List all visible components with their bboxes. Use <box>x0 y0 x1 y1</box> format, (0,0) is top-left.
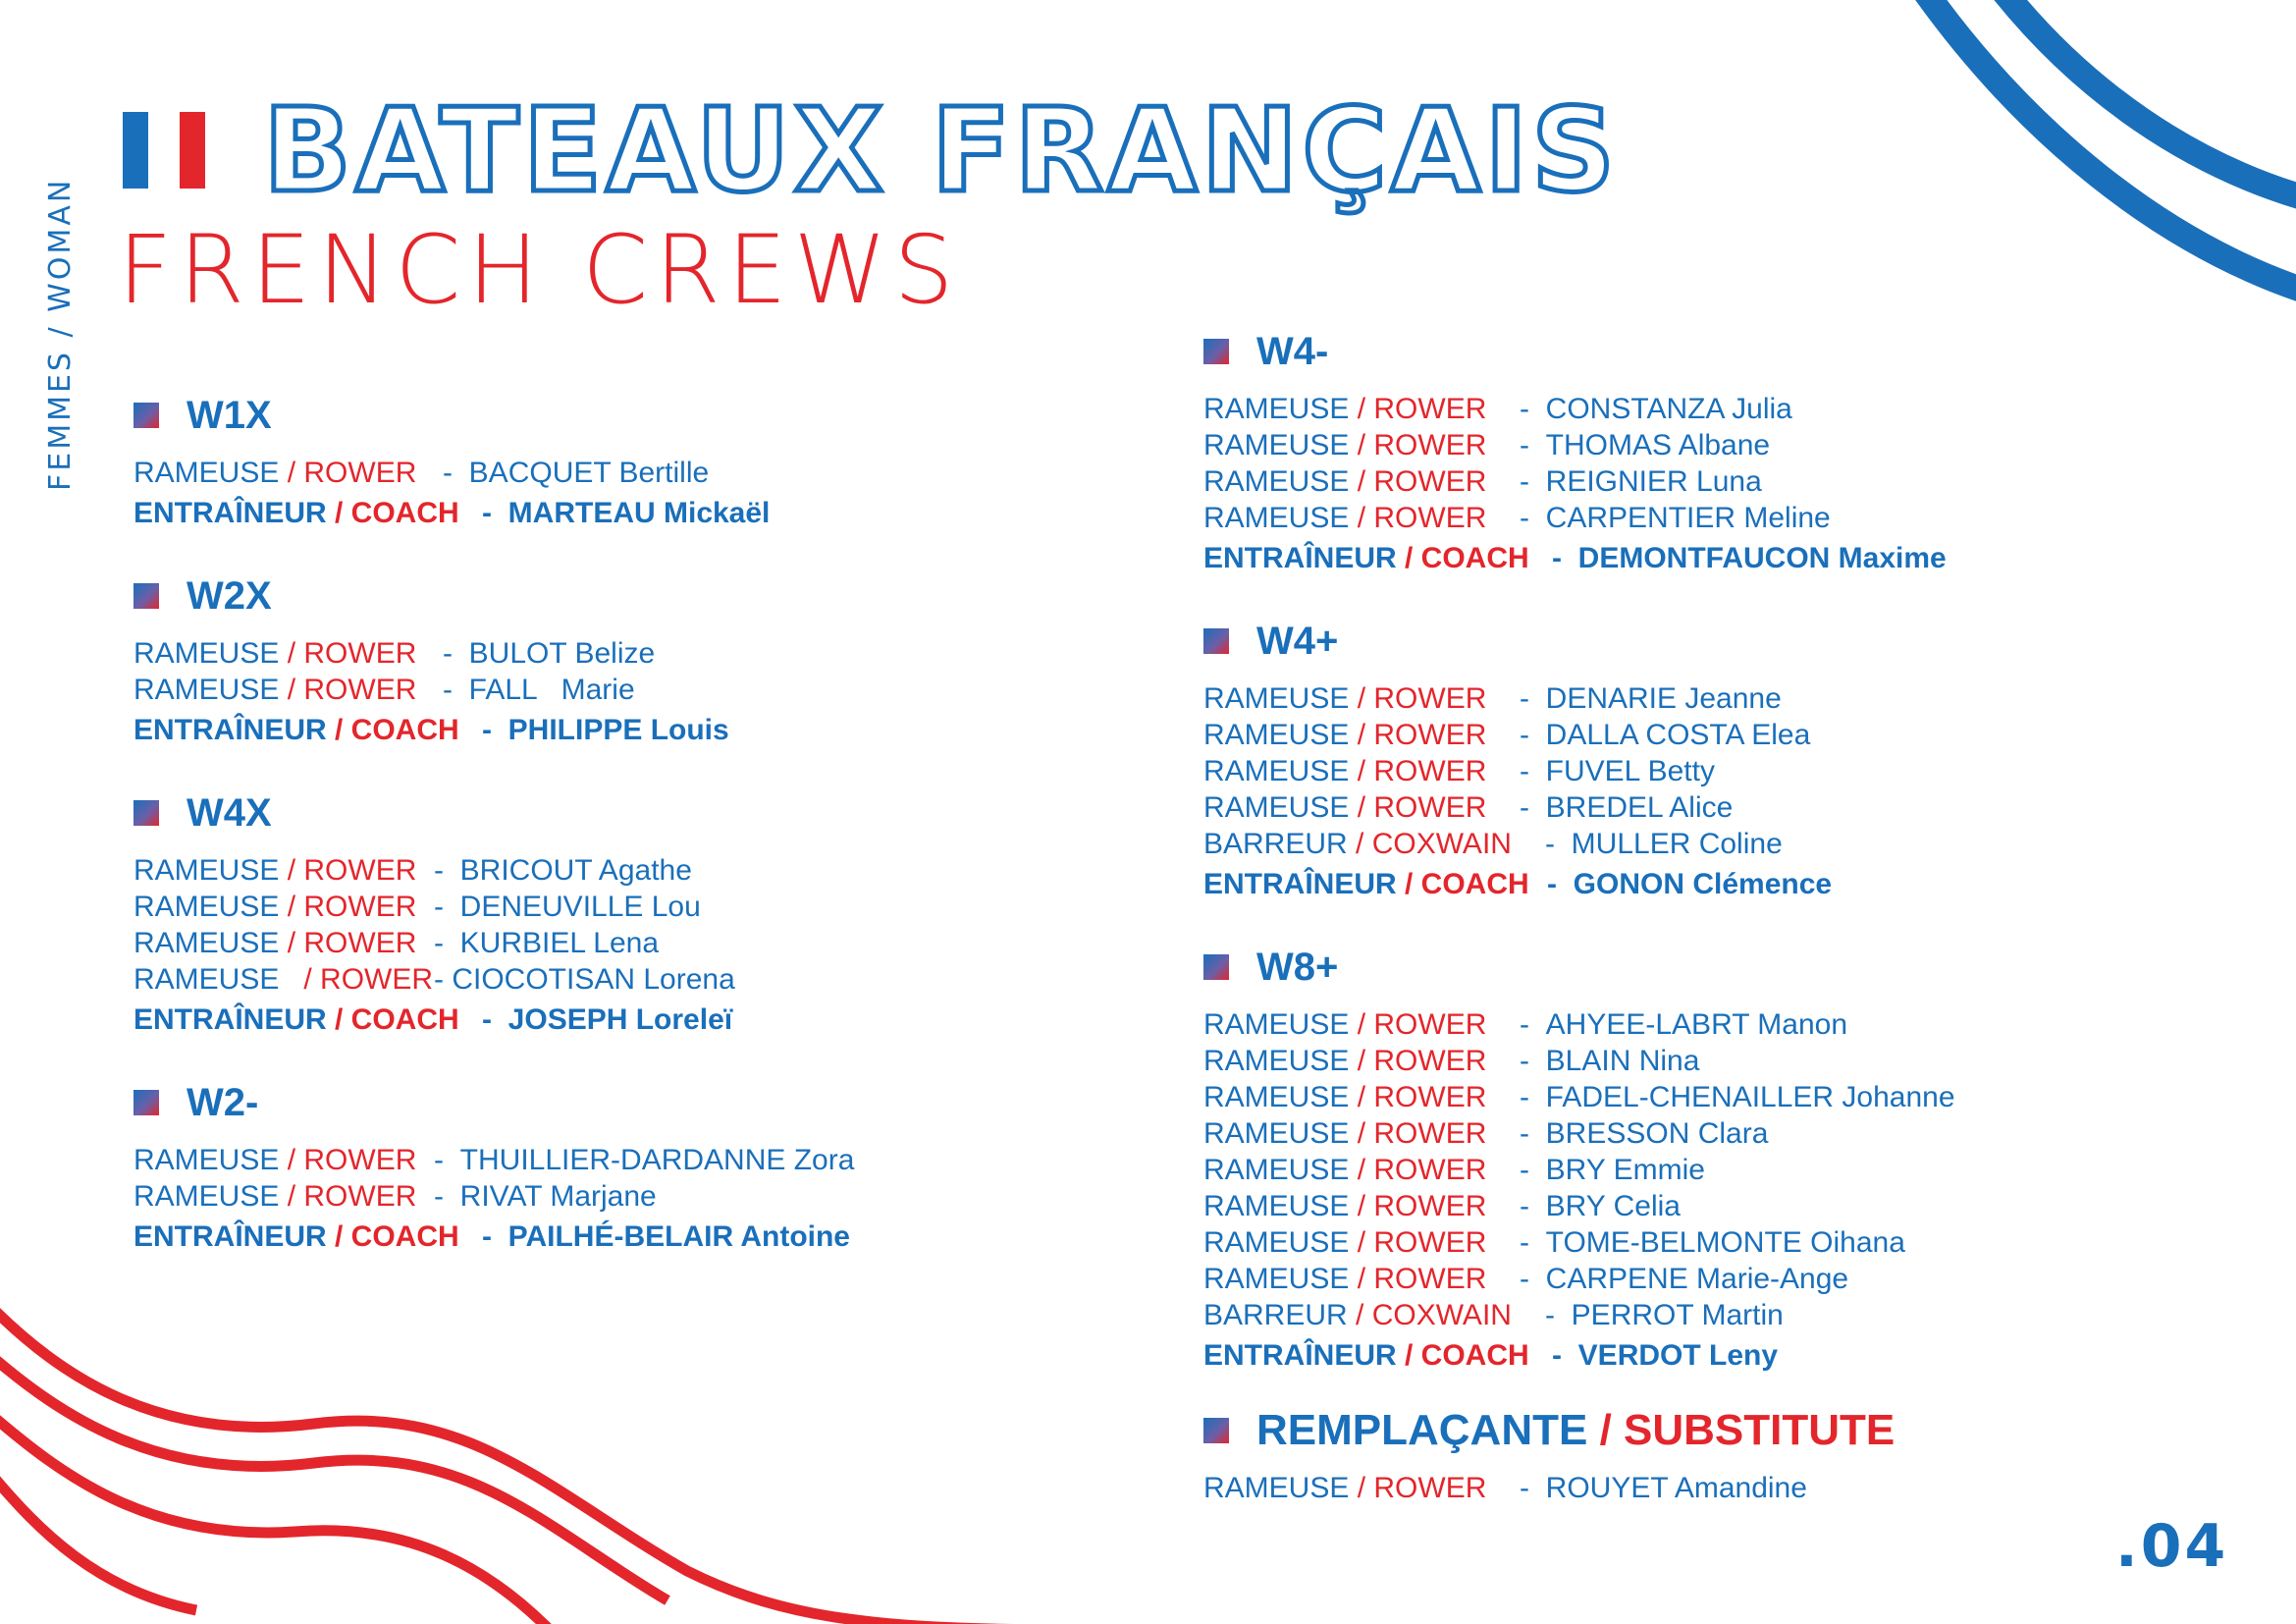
member-name: DALLA COSTA Elea <box>1545 719 1811 751</box>
member-row: RAMEUSE / ROWER - KURBIEL Lena <box>133 927 660 959</box>
coach-row: ENTRAÎNEUR / COACH - PHILIPPE Louis <box>133 714 729 746</box>
member-name: BREDEL Alice <box>1545 791 1734 824</box>
crew-name: W2X <box>187 574 272 618</box>
member-row: RAMEUSE / ROWER - BRICOUT Agathe <box>133 854 692 887</box>
member-row: RAMEUSE / ROWER - BRY Celia <box>1203 1190 1681 1222</box>
member-row: RAMEUSE / ROWER - DALLA COSTA Elea <box>1203 719 1811 751</box>
cox-row: BARREUR / COXWAIN - PERROT Martin <box>1203 1299 1784 1331</box>
crew-name: W1X <box>187 394 272 437</box>
member-name: DENEUVILLE Lou <box>459 891 701 923</box>
coach-row: ENTRAÎNEUR / COACH - MARTEAU Mickaël <box>133 497 771 529</box>
member-name: BRESSON Clara <box>1545 1117 1769 1150</box>
member-name: BRICOUT Agathe <box>459 854 692 887</box>
member-row: RAMEUSE / ROWER - BRESSON Clara <box>1203 1117 1769 1150</box>
cox-name: MULLER Coline <box>1571 828 1783 860</box>
crew-name: W2- <box>187 1081 259 1124</box>
coach-name: MARTEAU Mickaël <box>507 497 771 529</box>
coach-name: DEMONTFAUCON Maxime <box>1577 542 1947 574</box>
member-row: RAMEUSE / ROWER - FUVEL Betty <box>1203 755 1715 787</box>
member-name: RIVAT Marjane <box>459 1180 657 1213</box>
crew-w2x <box>133 568 854 748</box>
member-name: TOME-BELMONTE Oihana <box>1545 1226 1905 1259</box>
blue-wave-outer <box>1924 0 2296 295</box>
coach-row: ENTRAÎNEUR / COACH - GONON Clémence <box>1203 868 1833 900</box>
member-name: BULOT Belize <box>468 637 656 670</box>
red-wave-4 <box>0 1473 196 1610</box>
crew-w8+ <box>1203 940 1955 1374</box>
member-name: BRY Emmie <box>1545 1154 1705 1186</box>
coach-name: GONON Clémence <box>1573 868 1833 900</box>
red-wave-3 <box>0 1414 550 1624</box>
coach-row: ENTRAÎNEUR / COACH - PAILHÉ-BELAIR Antoine <box>133 1220 850 1253</box>
bullet-square-icon <box>133 403 159 428</box>
side-label: FEMMES / WOMAN <box>43 177 78 491</box>
member-name: THOMAS Albane <box>1545 429 1771 461</box>
bullet-square-icon <box>1203 339 1229 364</box>
coach-row: ENTRAÎNEUR / COACH - JOSEPH Loreleï <box>133 1003 733 1036</box>
crew-name: W4+ <box>1256 620 1339 663</box>
cox-name: PERROT Martin <box>1571 1299 1784 1331</box>
member-row: RAMEUSE / ROWER - REIGNIER Luna <box>1203 465 1762 498</box>
member-name: BLAIN Nina <box>1545 1045 1700 1077</box>
member-row: RAMEUSE / ROWER - BLAIN Nina <box>1203 1045 1700 1077</box>
bullet-square-icon <box>133 583 159 609</box>
left-column <box>133 388 854 1255</box>
crew-name: W4- <box>1256 330 1329 373</box>
crew-w4+ <box>1203 614 1955 902</box>
red-wave-1 <box>0 1306 1080 1624</box>
page-subtitle: FRENCH CREWS <box>118 215 961 325</box>
page-number: .04 <box>2115 1512 2229 1581</box>
member-row: RAMEUSE / ROWER - THUILLIER-DARDANNE Zora <box>133 1144 855 1176</box>
member-name: CONSTANZA Julia <box>1545 393 1792 425</box>
member-row: RAMEUSE / ROWER - DENARIE Jeanne <box>1203 682 1782 715</box>
member-row: RAMEUSE / ROWER - RIVAT Marjane <box>133 1180 657 1213</box>
bullet-square-icon <box>133 800 159 826</box>
member-row: RAMEUSE / ROWER - AHYEE-LABRT Manon <box>1203 1008 1848 1041</box>
member-row: RAMEUSE / ROWER - ROUYET Amandine <box>1203 1472 1807 1504</box>
coach-row: ENTRAÎNEUR / COACH - DEMONTFAUCON Maxime <box>1203 542 1947 574</box>
substitute-title: REMPLAÇANTE / SUBSTITUTE <box>1256 1406 1896 1454</box>
blue-wave-inner <box>2002 0 2296 201</box>
member-row: RAMEUSE / ROWER - THOMAS Albane <box>1203 429 1771 461</box>
bullet-square-icon <box>1203 1418 1229 1443</box>
member-name: THUILLIER-DARDANNE Zora <box>459 1144 855 1176</box>
coach-name: PAILHÉ-BELAIR Antoine <box>507 1220 850 1253</box>
coach-row: ENTRAÎNEUR / COACH - VERDOT Leny <box>1203 1339 1779 1372</box>
member-row: RAMEUSE / ROWER - BRY Emmie <box>1203 1154 1705 1186</box>
member-name: KURBIEL Lena <box>459 927 660 959</box>
bullet-square-icon <box>1203 628 1229 654</box>
member-name: FUVEL Betty <box>1545 755 1715 787</box>
member-row: RAMEUSE / ROWER - FALL Marie <box>133 674 635 706</box>
member-row: RAMEUSE / ROWER - CIOCOTISAN Lorena <box>133 963 735 996</box>
member-name: CARPENTIER Meline <box>1545 502 1831 534</box>
member-row: RAMEUSE / ROWER - BULOT Belize <box>133 637 656 670</box>
bullet-square-icon <box>1203 954 1229 980</box>
member-name: CARPENE Marie-Ange <box>1545 1263 1849 1295</box>
member-name: DENARIE Jeanne <box>1545 682 1782 715</box>
member-row: RAMEUSE / ROWER - BACQUET Bertille <box>133 457 710 489</box>
crew-name: W4X <box>187 791 272 835</box>
member-name: BRY Celia <box>1545 1190 1681 1222</box>
page-title: BATEAUX FRANÇAIS <box>263 82 1620 218</box>
member-name: ROUYET Amandine <box>1545 1472 1807 1504</box>
cox-row: BARREUR / COXWAIN - MULLER Coline <box>1203 828 1783 860</box>
member-name: FALL Marie <box>468 674 635 706</box>
member-row: RAMEUSE / ROWER - BREDEL Alice <box>1203 791 1734 824</box>
french-flag-icon <box>123 112 205 189</box>
crew-w2- <box>133 1075 854 1255</box>
crew-w4x <box>133 785 854 1038</box>
red-wave-2 <box>0 1355 667 1600</box>
member-row: RAMEUSE / ROWER - DENEUVILLE Lou <box>133 891 701 923</box>
member-row: RAMEUSE / ROWER - FADEL-CHENAILLER Johanne <box>1203 1081 1955 1113</box>
coach-name: JOSEPH Loreleï <box>507 1003 733 1036</box>
member-name: AHYEE-LABRT Manon <box>1545 1008 1848 1041</box>
bullet-square-icon <box>133 1090 159 1115</box>
member-row: RAMEUSE / ROWER - CARPENTIER Meline <box>1203 502 1831 534</box>
right-column <box>1203 324 1955 1506</box>
member-row: RAMEUSE / ROWER - CARPENE Marie-Ange <box>1203 1263 1849 1295</box>
member-name: REIGNIER Luna <box>1545 465 1762 498</box>
member-name: BACQUET Bertille <box>468 457 710 489</box>
member-row: RAMEUSE / ROWER - TOME-BELMONTE Oihana <box>1203 1226 1905 1259</box>
crew-w4- <box>1203 324 1955 576</box>
member-name: CIOCOTISAN Lorena <box>452 963 735 996</box>
member-row: RAMEUSE / ROWER - CONSTANZA Julia <box>1203 393 1792 425</box>
crew-w1x <box>133 388 854 531</box>
crew-name: W8+ <box>1256 946 1339 989</box>
coach-name: PHILIPPE Louis <box>507 714 729 746</box>
member-name: FADEL-CHENAILLER Johanne <box>1545 1081 1955 1113</box>
coach-name: VERDOT Leny <box>1577 1339 1779 1372</box>
substitute-section <box>1203 1403 1955 1506</box>
